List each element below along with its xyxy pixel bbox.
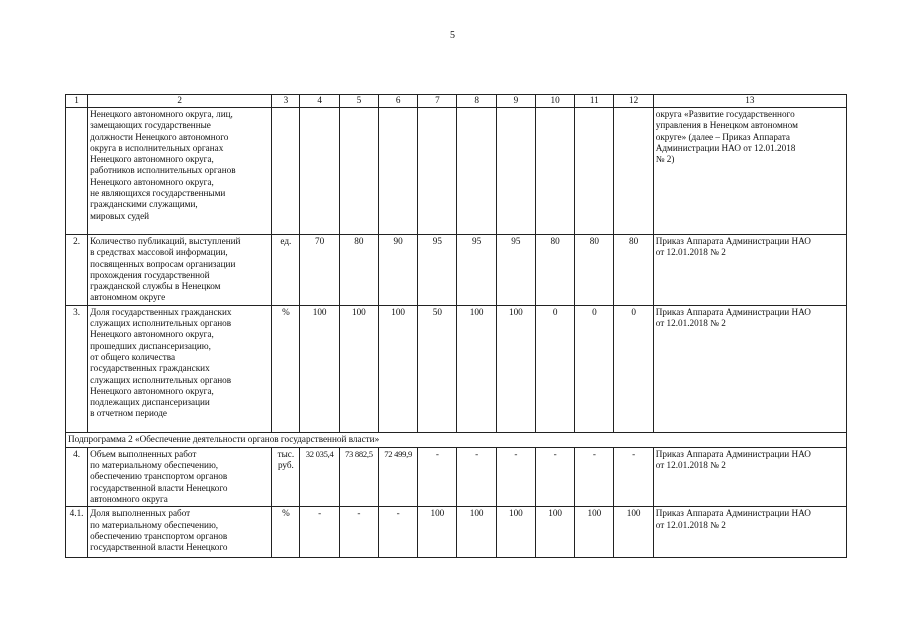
indicator-name: Доля выполненных работ по материальному обеспечению, обеспечению транспортом органов государственной власти Ненецкого bbox=[88, 507, 272, 558]
value-cell bbox=[378, 108, 417, 235]
value-cell bbox=[614, 108, 653, 235]
value-cell bbox=[339, 108, 378, 235]
column-number-header: 10 bbox=[535, 95, 574, 108]
indicator-name: Доля государственных гражданских служащих исполнительных органов Ненецкого автономного округа, прошедших диспансеризацию, от общего количества государственных гражданских служащих исполнительных органов Ненецкого автономного округа, подлежащих диспансеризации в отчетном периоде bbox=[88, 305, 272, 432]
source-document: Приказ Аппарата Администрации НАО от 12.01.2018 № 2 bbox=[653, 305, 846, 432]
table-row bbox=[66, 108, 847, 235]
source-document: Приказ Аппарата Администрации НАО от 12.01.2018 № 2 bbox=[653, 235, 846, 306]
column-number-header: 8 bbox=[457, 95, 496, 108]
value-cell: - bbox=[496, 447, 535, 506]
value-cell bbox=[457, 108, 496, 235]
table-row bbox=[66, 447, 847, 506]
value-cell: - bbox=[378, 507, 417, 558]
value-cell: 80 bbox=[614, 235, 653, 306]
column-number-header: 7 bbox=[418, 95, 457, 108]
unit-cell: % bbox=[272, 305, 300, 432]
value-cell bbox=[496, 108, 535, 235]
value-cell: 80 bbox=[575, 235, 614, 306]
column-number-header-row bbox=[66, 95, 847, 108]
value-cell: 50 bbox=[418, 305, 457, 432]
value-cell bbox=[418, 108, 457, 235]
value-cell bbox=[535, 108, 574, 235]
value-cell: - bbox=[457, 447, 496, 506]
column-number-header: 1 bbox=[66, 95, 88, 108]
value-cell: 95 bbox=[418, 235, 457, 306]
indicators-table bbox=[65, 94, 847, 558]
value-cell: 95 bbox=[496, 235, 535, 306]
indicator-name: Количество публикаций, выступлений в средствах массовой информации, посвященных вопросам организации прохождения государственной гражданской службы в Ненецком автономном округе bbox=[88, 235, 272, 306]
row-number: 2. bbox=[66, 235, 88, 306]
value-cell: 100 bbox=[496, 507, 535, 558]
value-cell: 90 bbox=[378, 235, 417, 306]
value-cell: 100 bbox=[535, 507, 574, 558]
value-cell: 0 bbox=[535, 305, 574, 432]
value-cell: - bbox=[300, 507, 339, 558]
source-document: Приказ Аппарата Администрации НАО от 12.01.2018 № 2 bbox=[653, 507, 846, 558]
value-cell: 100 bbox=[575, 507, 614, 558]
column-number-header: 12 bbox=[614, 95, 653, 108]
value-cell: 0 bbox=[575, 305, 614, 432]
value-cell: 0 bbox=[614, 305, 653, 432]
value-cell: 100 bbox=[496, 305, 535, 432]
indicator-name: Объем выполненных работ по материальному обеспечению, обеспечению транспортом органов государственной власти Ненецкого автономного округа bbox=[88, 447, 272, 506]
subprogram-row bbox=[66, 432, 847, 447]
value-cell: - bbox=[339, 507, 378, 558]
value-cell bbox=[575, 108, 614, 235]
column-number-header: 4 bbox=[300, 95, 339, 108]
value-cell: 100 bbox=[378, 305, 417, 432]
column-number-header: 13 bbox=[653, 95, 846, 108]
value-cell: 100 bbox=[339, 305, 378, 432]
value-cell: 100 bbox=[457, 305, 496, 432]
table-row bbox=[66, 305, 847, 432]
value-cell bbox=[300, 108, 339, 235]
value-cell: 70 bbox=[300, 235, 339, 306]
value-cell: 100 bbox=[300, 305, 339, 432]
row-number bbox=[66, 108, 88, 235]
subprogram-title: Подпрограмма 2 «Обеспечение деятельности органов государственной власти» bbox=[66, 432, 847, 447]
value-cell: 80 bbox=[535, 235, 574, 306]
page-number: 5 bbox=[450, 30, 455, 41]
value-cell: 100 bbox=[457, 507, 496, 558]
column-number-header: 3 bbox=[272, 95, 300, 108]
column-number-header: 2 bbox=[88, 95, 272, 108]
value-cell: 95 bbox=[457, 235, 496, 306]
column-number-header: 6 bbox=[378, 95, 417, 108]
value-cell: - bbox=[614, 447, 653, 506]
row-number: 3. bbox=[66, 305, 88, 432]
value-cell: - bbox=[418, 447, 457, 506]
unit-cell bbox=[272, 108, 300, 235]
value-cell: 100 bbox=[614, 507, 653, 558]
value-cell: 72 499,9 bbox=[378, 447, 417, 506]
unit-cell: ед. bbox=[272, 235, 300, 306]
column-number-header: 5 bbox=[339, 95, 378, 108]
table-row bbox=[66, 507, 847, 558]
source-document: Приказ Аппарата Администрации НАО от 12.01.2018 № 2 bbox=[653, 447, 846, 506]
value-cell: - bbox=[575, 447, 614, 506]
value-cell: 73 882,5 bbox=[339, 447, 378, 506]
row-number: 4. bbox=[66, 447, 88, 506]
column-number-header: 9 bbox=[496, 95, 535, 108]
value-cell: 32 035,4 bbox=[300, 447, 339, 506]
column-number-header: 11 bbox=[575, 95, 614, 108]
unit-cell: % bbox=[272, 507, 300, 558]
value-cell: 80 bbox=[339, 235, 378, 306]
indicator-name: Ненецкого автономного округа, лиц, замещающих государственные должности Ненецкого автономного округа в исполнительных органах Ненецкого автономного округа, работников исполнительных органов Ненецкого автономного округа, не являющихся государственными гражданскими служащими, мировых судей bbox=[88, 108, 272, 235]
row-number: 4.1. bbox=[66, 507, 88, 558]
source-document: округа «Развитие государственного управления в Ненецком автономном округе» (далее – Приказ Аппарата Администрации НАО от 12.01.2018 № 2) bbox=[653, 108, 846, 235]
value-cell: 100 bbox=[418, 507, 457, 558]
table-row bbox=[66, 235, 847, 306]
unit-cell: тыс. руб. bbox=[272, 447, 300, 506]
value-cell: - bbox=[535, 447, 574, 506]
